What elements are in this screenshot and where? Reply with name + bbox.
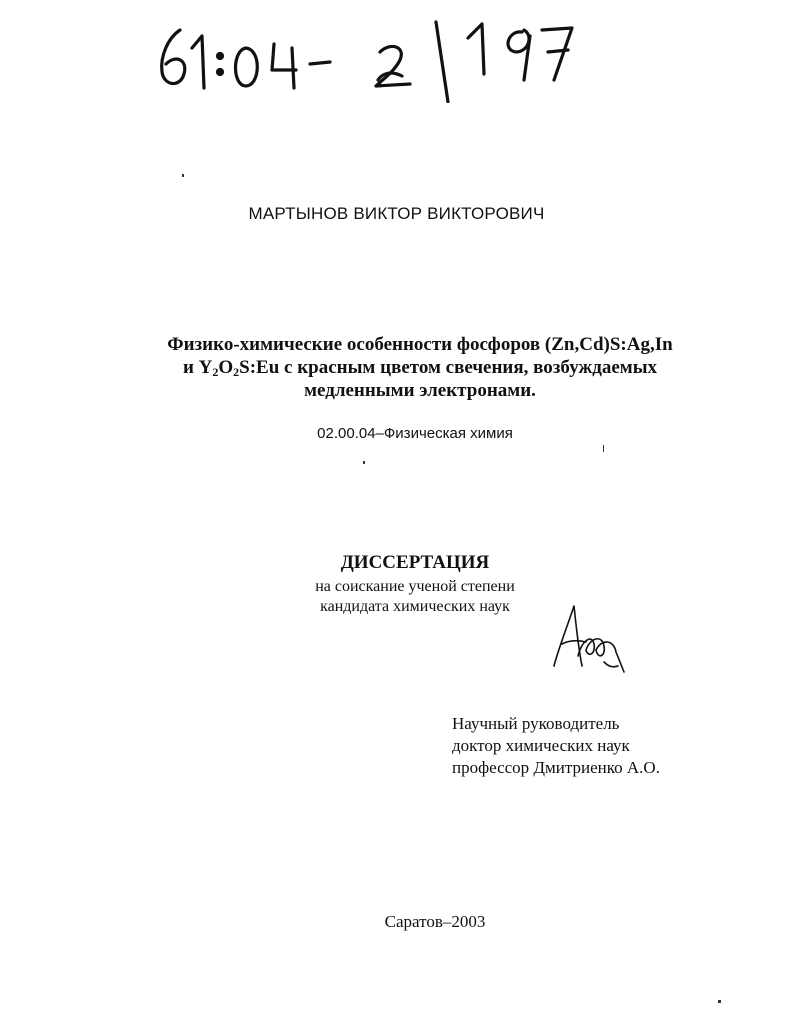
handwritten-archive-code (150, 8, 590, 103)
dissertation-title (120, 333, 720, 402)
supervisor-block (452, 713, 660, 779)
degree-statement (0, 577, 793, 617)
author-name: МАРТЫНОВ ВИКТОР ВИКТОРОВИЧ (248, 204, 545, 223)
scan-speck (603, 445, 604, 452)
supervisor-name: профессор Дмитриенко А.О. (452, 758, 660, 777)
dissertation-heading: ДИССЕРТАЦИЯ (340, 552, 490, 573)
supervisor-role: Научный руководитель (452, 714, 620, 733)
degree-line-1: на соискание ученой степени (315, 578, 515, 595)
title-line-1: Физико-химические особенности фосфоров (Zn,Cd)S:Ag,In (167, 334, 673, 355)
scan-speck (718, 1000, 721, 1003)
degree-line-2: кандидата химических наук (320, 598, 510, 615)
title-line-2: и $Y_2O_2S:Eu$ с красным цветом свечения, возбуждаемых (182, 357, 658, 379)
specialty-code: 02.00.04–Физическая химия (317, 425, 513, 442)
handwritten-signature-icon (548, 600, 628, 680)
scan-speck (363, 461, 365, 464)
city-year: Саратов–2003 (384, 912, 486, 931)
scan-speck (182, 174, 184, 177)
title-line-3: медленными электронами. (304, 380, 536, 401)
supervisor-degree: доктор химических наук (452, 736, 630, 755)
